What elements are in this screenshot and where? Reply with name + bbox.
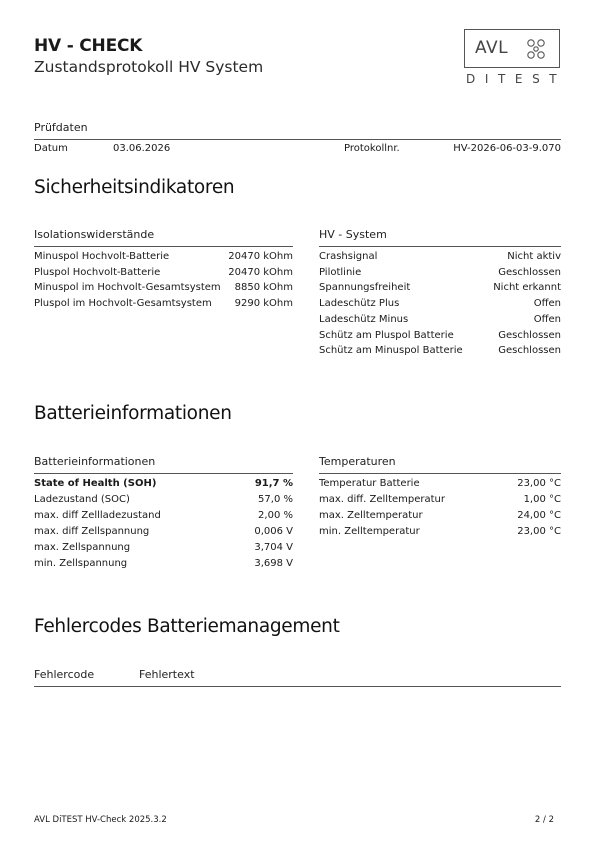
row-label: Spannungsfreiheit bbox=[319, 282, 411, 294]
table-row bbox=[319, 494, 561, 506]
row-value: Offen bbox=[533, 313, 561, 325]
fehlercode-column-header: Fehlercode bbox=[34, 668, 95, 681]
document-subtitle: Zustandsprotokoll HV System bbox=[34, 58, 264, 76]
row-value: Geschlossen bbox=[498, 266, 561, 278]
row-label: max. Zellspannung bbox=[34, 541, 131, 553]
document-title: HV - CHECK bbox=[34, 36, 143, 56]
row-value: Nicht erkannt bbox=[493, 282, 561, 294]
isolation-title: Isolationswiderstände bbox=[34, 228, 155, 241]
row-label: min. Zelltemperatur bbox=[319, 525, 420, 537]
row-value: 23,00 °C bbox=[517, 478, 561, 489]
row-label: Crashsignal bbox=[319, 251, 378, 262]
divider bbox=[319, 473, 561, 474]
table-row bbox=[319, 251, 561, 263]
table-row bbox=[319, 282, 561, 294]
divider bbox=[34, 246, 293, 247]
row-label: Minuspol Hochvolt-Batterie bbox=[34, 251, 170, 262]
row-label: max. diff. Zelltemperatur bbox=[319, 493, 446, 505]
datum-value: 03.06.2026 bbox=[113, 143, 171, 154]
pruefdaten-label: Prüfdaten bbox=[34, 121, 88, 134]
row-label: Schütz am Minuspol Batterie bbox=[319, 345, 463, 357]
row-label: max. diff Zellspannung bbox=[34, 525, 150, 537]
row-label: Minuspol im Hochvolt-Gesamtsystem bbox=[34, 282, 221, 294]
row-label: Ladeschütz Minus bbox=[319, 313, 409, 325]
row-value: 2,00 % bbox=[258, 509, 293, 521]
divider bbox=[319, 246, 561, 247]
sicherheit-heading: Sicherheitsindikatoren bbox=[34, 177, 235, 198]
row-value: 57,0 % bbox=[258, 493, 293, 505]
row-value: 3,698 V bbox=[254, 557, 293, 569]
table-row bbox=[34, 542, 293, 554]
hv-system-title: HV - System bbox=[319, 228, 387, 241]
row-value: 20470 kOhm bbox=[228, 251, 293, 262]
row-value: 1,00 °C bbox=[523, 493, 561, 505]
divider bbox=[34, 686, 561, 687]
table-row bbox=[319, 526, 561, 538]
table-row bbox=[319, 510, 561, 522]
table-row bbox=[34, 251, 293, 263]
logo-text: AVL bbox=[475, 38, 509, 58]
table-row bbox=[319, 330, 561, 342]
row-value: Geschlossen bbox=[498, 329, 561, 341]
table-row bbox=[34, 558, 293, 570]
row-value: 20470 kOhm bbox=[228, 266, 293, 278]
fehler-heading: Fehlercodes Batteriemanagement bbox=[34, 616, 340, 637]
datum-label: Datum bbox=[34, 143, 68, 154]
logo-flower-icon bbox=[523, 36, 549, 62]
table-row bbox=[319, 298, 561, 310]
row-value: Offen bbox=[533, 298, 561, 310]
row-value: 0,006 V bbox=[254, 525, 293, 537]
footer-page-number: 2 / 2 bbox=[534, 815, 554, 825]
temperaturen-title: Temperaturen bbox=[319, 455, 396, 468]
table-row bbox=[34, 267, 293, 279]
row-value: 91,7 % bbox=[254, 478, 293, 489]
table-row bbox=[319, 314, 561, 326]
row-value: Nicht aktiv bbox=[507, 251, 561, 262]
table-row bbox=[319, 267, 561, 279]
row-value: 9290 kOhm bbox=[234, 298, 293, 310]
batterie-info-title: Batterieinformationen bbox=[34, 455, 156, 468]
row-label: Ladeschütz Plus bbox=[319, 298, 400, 310]
divider bbox=[34, 139, 561, 140]
footer-version: AVL DiTEST HV-Check 2025.3.2 bbox=[34, 815, 167, 825]
row-label: min. Zellspannung bbox=[34, 557, 128, 569]
table-row bbox=[34, 282, 293, 294]
table-row bbox=[34, 510, 293, 522]
row-value: 23,00 °C bbox=[517, 525, 561, 537]
row-value: 24,00 °C bbox=[517, 509, 561, 521]
protokoll-value: HV-2026-06-03-9.070 bbox=[453, 143, 561, 154]
row-label: Pilotlinie bbox=[319, 266, 362, 278]
row-label: Ladezustand (SOC) bbox=[34, 493, 130, 505]
table-row bbox=[319, 345, 561, 357]
batterie-heading: Batterieinformationen bbox=[34, 403, 232, 424]
row-value: Geschlossen bbox=[498, 345, 561, 357]
row-label: Schütz am Pluspol Batterie bbox=[319, 329, 454, 341]
row-label: Temperatur Batterie bbox=[319, 478, 420, 489]
fehlertext-column-header: Fehlertext bbox=[139, 668, 195, 681]
row-label: max. Zelltemperatur bbox=[319, 509, 423, 521]
divider bbox=[34, 473, 293, 474]
table-row bbox=[319, 478, 561, 490]
row-value: 3,704 V bbox=[254, 541, 293, 553]
row-value: 8850 kOhm bbox=[234, 282, 293, 294]
logo-subtext: DITEST bbox=[466, 72, 567, 86]
protokoll-label: Protokollnr. bbox=[344, 143, 400, 154]
row-label: Pluspol Hochvolt-Batterie bbox=[34, 266, 161, 278]
row-label: State of Health (SOH) bbox=[34, 478, 157, 489]
table-row bbox=[34, 298, 293, 310]
row-label: Pluspol im Hochvolt-Gesamtsystem bbox=[34, 298, 212, 310]
table-row bbox=[34, 478, 293, 490]
table-row bbox=[34, 494, 293, 506]
row-label: max. diff Zellladezustand bbox=[34, 509, 161, 521]
table-row bbox=[34, 526, 293, 538]
avl-logo bbox=[464, 29, 560, 68]
